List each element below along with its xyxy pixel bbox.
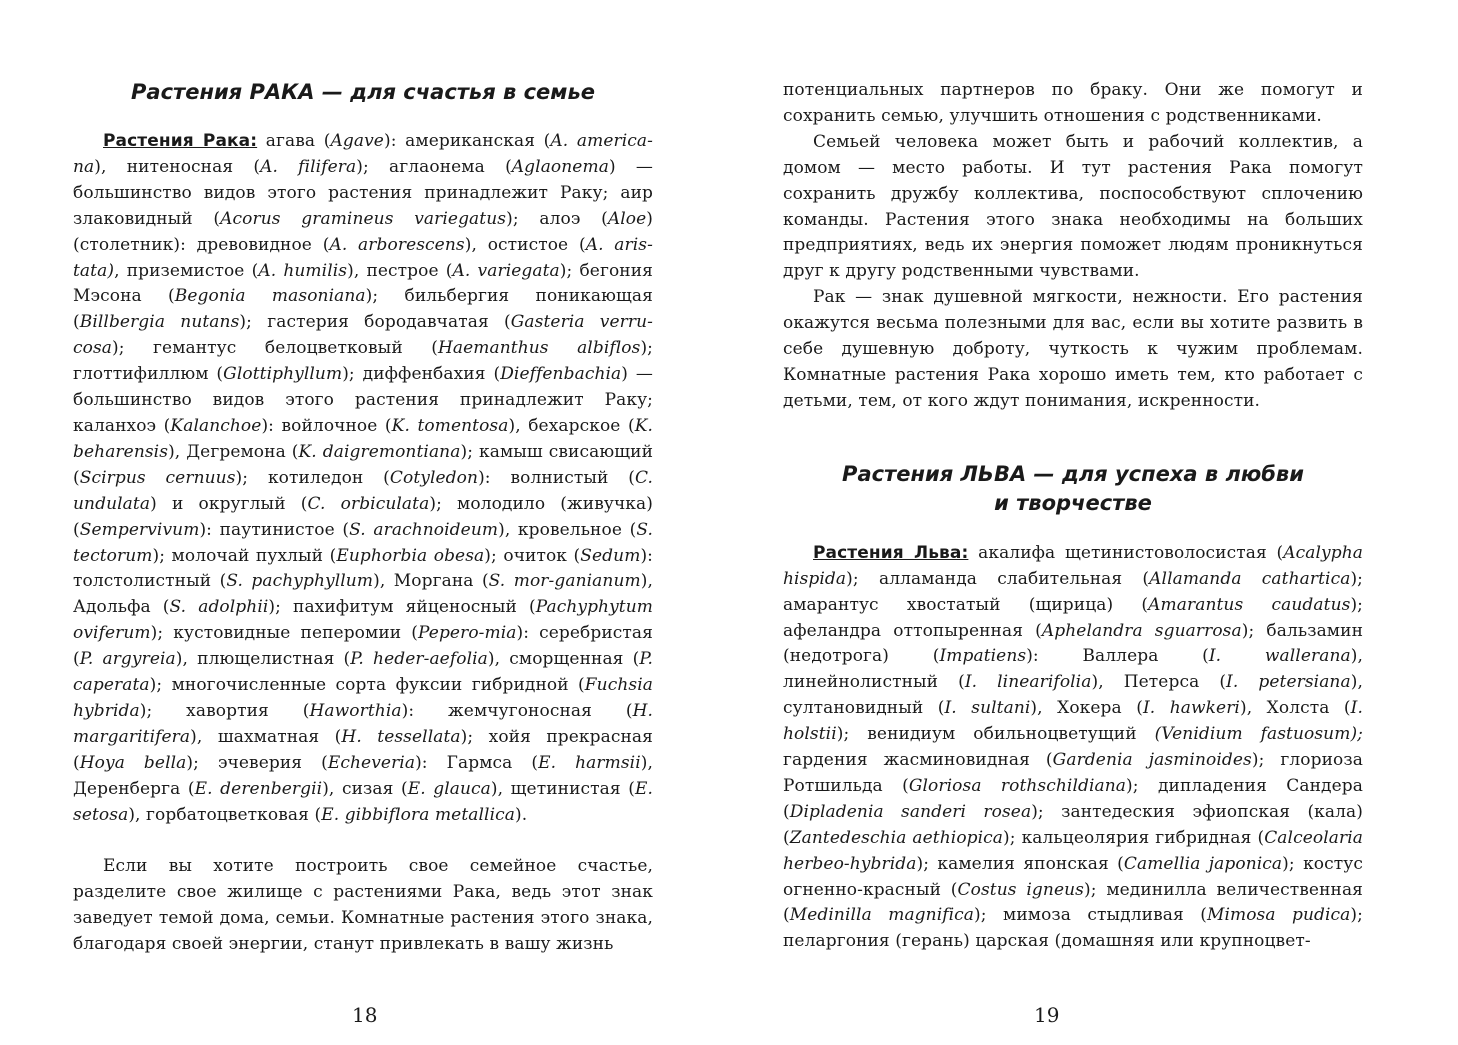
- leo-section-heading: [783, 460, 1363, 518]
- work-collective-paragraph: Семьей человека может быть и рабочий коллектив, а домом — место работы. И тут растения Рака помогут сохранить дружбу коллектива, поспособствуют сплочению команды. Растения этого знака необходимы на больших предприятиях, ведь их энергия поможет людям проникнуться друг к другу родственными чувствами.: [783, 131, 1363, 282]
- leo-plants-lead: Растения Льва:: [813, 542, 969, 563]
- cancer-plants-lead: Растения Рака:: [103, 131, 258, 151]
- cancer-family-paragraph: Если вы хотите построить свое семейное счастье, разделите свое жилище с растениями Рака, ведь этот знак заведует темой дома, семьи. Комнатные растения этого знака, благодаря своей энергии, станут привлекать в вашу жизнь: [73, 856, 653, 955]
- softness-paragraph: Рак — знак душевной мягкости, нежности. Его растения окажутся весьма полезными для вас, если вы хотите развить в себе душевную доброту, чуткость к чужим проблемам. Комнатные растения Рака хорошо иметь тем, кто работает с детьми, тем, от кого ждут понимания, искренности.: [783, 287, 1363, 411]
- left-page-column: [73, 78, 653, 958]
- continuation-paragraph: потенциальных партнеров по браку. Они же помогут и сохранить семью, улучшить отношения с родственниками.: [783, 80, 1363, 126]
- right-page: [729, 0, 1458, 1045]
- cancer-plants-list: [73, 129, 653, 828]
- leo-heading-line1: Растения ЛЬВА — для успеха в любви: [842, 461, 1304, 486]
- page-number-right: 19: [1034, 1003, 1060, 1027]
- page-number-left: 18: [352, 1003, 378, 1027]
- leo-plants-list: [783, 541, 1363, 956]
- cancer-section-heading: Растения РАКА — для счастья в семье: [131, 80, 595, 104]
- leo-plants-text: акалифа щетинистоволосистая (Acalypha hispida); алламанда слабительная (Allamanda cathartica); амарантус хвостатый (щирица) (Amarantus caudatus); афеландра оттопыренная (Aphelandra sguarrosa); бальзамин (недотрога) (Impatiens): Валлера (I. wallerana), линейнолистный (I. linearifolia), Петерса (I. petersiana), султановидный (I. sultani), Хокера (I. hawkeri), Холста (I. holstii); венидиум обильноцветущий (Venidium fastuosum); гардения жасминовидная (Gardenia jasminoides); глориоза Ротшильда (Gloriosa rothschildiana); дипладения Сандера (Dipladenia sanderi rosea); зантедеския эфиопская (кала) (Zantedeschia aethiopica); кальцеолярия гибридная (Calceolaria herbeo-hybrida); камелия японская (Camellia japonica); костус огненно-красный (Costus igneus); мединилла величественная (Medinilla magnifica); мимоза стыдливая (Mimosa pudica); пеларгония (герань) царская (домашняя или крупноцвет-: [783, 542, 1364, 952]
- right-page-column: [783, 78, 1363, 955]
- cancer-plants-text: агава (Agave): американская (A. america-na), нитеносная (A. filifera); аглаонема (Aglaonema) — большинство видов этого растения принадлежит Раку; аир злаковидный (Acorus gramineus variegatus); алоэ (Aloe) (столетник): древовидное (A. arborescens), остистое (A. aris-tata), приземистое (A. humilis), пестрое (A. variegata); бегония Мэсона (Begonia masoniana); бильбергия поникающая (Billbergia nutans); гастерия бородавчатая (Gasteria verru-cosa); гемантус белоцветковый (Haemanthus albiflos); глоттифиллюм (Glottiphyllum); диффенбахия (Dieffenbachia) — большинство видов этого растения принадлежит Раку; каланхоэ (Kalanchoe): войлочное (K. tomentosa), бехарское (K. beharensis), Дегремона (K. daigremontiana); камыш свисающий (Scirpus cernuus); котиледон (Cotyledon): волнистый (C. undulata) и округлый (C. orbiculata); молодило (живучка) (Sempervivum): паутинистое (S. arachnoideum), кровельное (S. tectorum); молочай пухлый (Euphorbia obesa); очиток (Sedum): толстолистный (S. pachyphyllum), Моргана (S. mor-ganianum), Адольфа (S. adolphii); пахифитум яйценосный (Pachyphytum oviferum); кустовидные пеперомии (Pepero-mia): серебристая (P. argyreia), плющелистная (P. heder-aefolia), сморщенная (P. caperata); многочисленные сорта фуксии гибридной (Fuchsia hybrida); хавортия (Haworthia): жемчугоносная (H. margaritifera), шахматная (H. tessellata); хойя прекрасная (Hoya bella); эчеверия (Echeveria): Гармса (E. harmsii), Деренберга (E. derenbergii), сизая (E. glauca), щетинистая (E. setosa), горбатоцветковая (E. gibbiflora metallica).: [73, 131, 654, 825]
- leo-heading-line2: и творчестве: [994, 490, 1152, 515]
